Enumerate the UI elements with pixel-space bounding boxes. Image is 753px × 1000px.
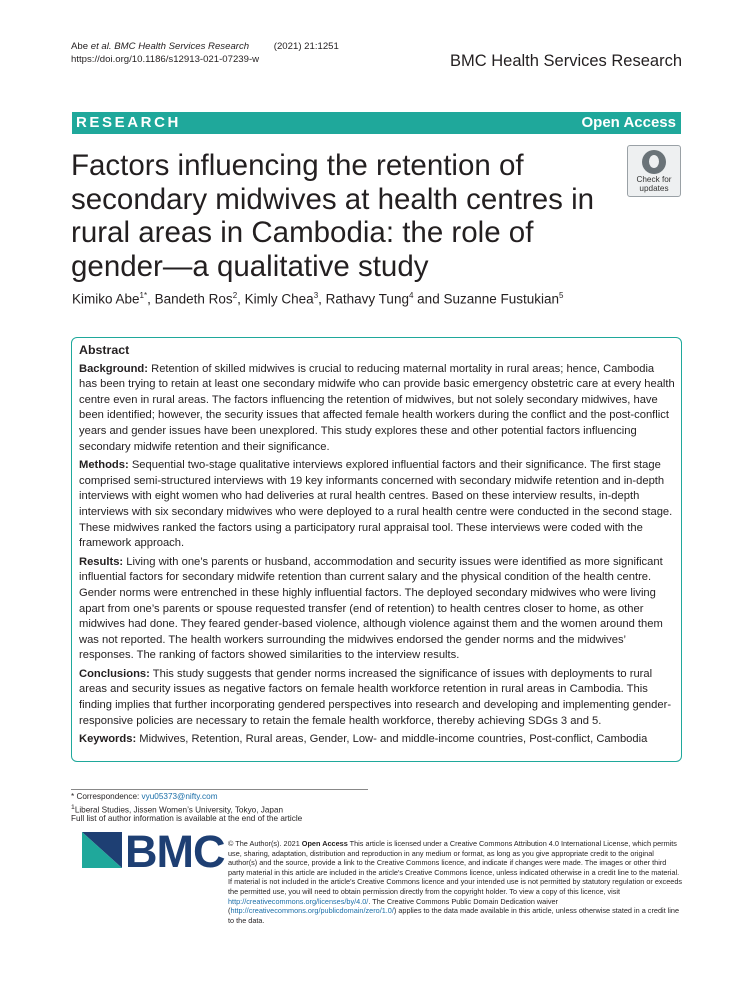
author-affiliation-sup: 1* (139, 291, 148, 300)
author-separator: , (318, 291, 326, 307)
license-text: This article is licensed under a Creative Commons Attribution 4.0 International License, which permits use, sharing, adaptation, distribution and reproduction in any medium or format, as long as you give appropriate credit to the original author(s) and the source, provide a link to the Creative Commons licence, and indicate if changes were made. The images or other third party material in this article are included in the article's Creative Commons licence, unless indicated otherwise in a credit line to the material. If material is not included in the article's Creative Commons licence and your intended use is not permitted by statutory regulation or exceeds the permitted use, you will need to obtain permission directly from the copyright holder. To view a copy of this licence, visit (228, 839, 683, 896)
author-name[interactable]: Suzanne Fustukian (443, 291, 560, 307)
doi-link[interactable]: https://doi.org/10.1186/s12913-021-07239-w (71, 54, 260, 65)
abstract-heading: Abstract (79, 343, 130, 357)
section-text: Retention of skilled midwives is crucial to reducing maternal mortality in rural areas; hence, Cambodia has been trying to retain at least one secondary midwife who can provide basic emergency obstetric care at every health centre even in rural areas. The factors influencing the retention of midwives, but not solely secondary midwives, have been identified; however, the security issues that affected female health workers during the conflict and the post-conflict years and gender issues have been unexplored. This study explores these and other potential factors influencing secondary midwife retention and their significance. (79, 362, 675, 453)
section-text: Sequential two-stage qualitative interviews explored influential factors and their significance. The first stage comprised semi-structured interviews with 19 key informants concerned with secondary midwife retention and in-depth interviews with eight women who had deliveries at rural health centres. Based on these interview results, in-depth interviews with six secondary midwives who were deployed to a rural health centre were conducted in the second stage. These midwives ranked the factors using a participatory rural appraisal tool. These interviews were coded with the framework approach. (79, 459, 673, 550)
affiliation-text: Liberal Studies, Jissen Women’s University, Tokyo, Japan (74, 805, 284, 815)
author-affiliation-sup: 3 (313, 291, 319, 300)
author-separator: , (237, 291, 245, 307)
affiliation-sup: 1 (71, 804, 75, 811)
author-name[interactable]: Kimly Chea (244, 291, 314, 307)
citation-line (71, 40, 339, 53)
check-for-updates-button[interactable] (627, 145, 681, 197)
article-title: Factors influencing the retention of secondary midwives at health centres in rural areas in Cambodia: the role of gender—a qualitative study (71, 149, 595, 283)
citation-author: Abe (71, 41, 89, 52)
cc-zero-link[interactable]: http://creativecommons.org/publicdomain/zero/1.0/ (230, 906, 394, 916)
author-affiliation-sup: 5 (559, 291, 564, 300)
section-text: This study suggests that gender norms increased the significance of issues with deployments to rural areas and security issues as negative factors on female health workforce retention in rural areas in Cambodia. This finding implies that further incorporating gendered perspectives into research and developing and implementing gender-responsive policies are necessary to retain the female health workforce, thereby achieving SDGs 3 and 5. (79, 667, 672, 727)
author-name[interactable]: Kimiko Abe (72, 291, 140, 307)
citation-year-volume: (2021) 21:1251 (273, 41, 339, 52)
abstract-keywords (79, 732, 675, 748)
author-affiliation-sup: 2 (232, 291, 238, 300)
section-text: Living with one’s parents or husband, accommodation and security issues were identified as more significant influential factors for secondary midwife retention than current salary and the physical condition of the health centre. Gender norms were entrenched in these highly influential factors. The deployed secondary midwives who were living apart from one’s parents or spouse requested transfer (end of retention) to health centres closer to home, as other midwives had done. They feared gender-based violence, although violence against them and the women around them was not reported. The health workers surrounding the midwives endorsed the gender norms and the midwives’ responses. The ranking of factors showed similarities to the interview results. (79, 555, 663, 662)
full-author-info-note: Full list of author information is available at the end of the article (71, 814, 303, 823)
abstract-conclusions (79, 667, 675, 729)
citation-journal: et al. BMC Health Services Research (88, 41, 250, 52)
section-label: Background: (79, 362, 148, 375)
license-text: . The Creative Commons Public Domain Dedication waiver ( (228, 896, 558, 916)
author-name[interactable]: Bandeth Ros (154, 291, 233, 307)
section-label: Methods: (79, 459, 129, 472)
author-separator: , (147, 291, 155, 307)
check-updates-line1: Check for (636, 175, 672, 184)
author-name[interactable]: Rathavy Tung (325, 291, 409, 307)
author-affiliation-sup: 4 (408, 291, 414, 300)
license-lead: © The Author(s). 2021 (228, 839, 302, 848)
bmc-logo-icon (82, 830, 124, 870)
footnote-divider (71, 789, 368, 790)
bmc-logo-text: BMC (125, 826, 225, 877)
check-updates-line2: updates (639, 184, 669, 193)
section-label: Keywords: (79, 733, 137, 746)
license-open-access: Open Access (301, 839, 348, 848)
section-label: Results: (79, 555, 124, 568)
correspondence-email-link[interactable]: vyu05373@nifty.com (141, 792, 218, 801)
cc-by-link[interactable]: http://creativecommons.org/licenses/by/4.0/ (228, 896, 369, 906)
abstract-background (79, 362, 675, 456)
journal-name: BMC Health Services Research (450, 52, 682, 70)
section-text: Midwives, Retention, Rural areas, Gender, Low- and middle-income countries, Post-conflict, Cambodia (136, 733, 648, 746)
author-list (72, 291, 563, 307)
license-statement (228, 839, 683, 925)
article-type-label: RESEARCH (76, 114, 181, 131)
abstract-results (79, 555, 675, 664)
correspondence-note (71, 792, 218, 803)
abstract-box (71, 337, 682, 762)
license-text: ) applies to the data made available in this article, unless otherwise stated in a credit line to the data. (228, 906, 680, 925)
correspondence-label: * Correspondence: (71, 792, 142, 801)
section-label: Conclusions: (79, 667, 150, 680)
open-access-label: Open Access (581, 114, 676, 131)
crossmark-icon (642, 150, 666, 174)
abstract-methods (79, 458, 675, 552)
article-type-banner (72, 112, 681, 134)
author-separator: and (413, 291, 444, 307)
